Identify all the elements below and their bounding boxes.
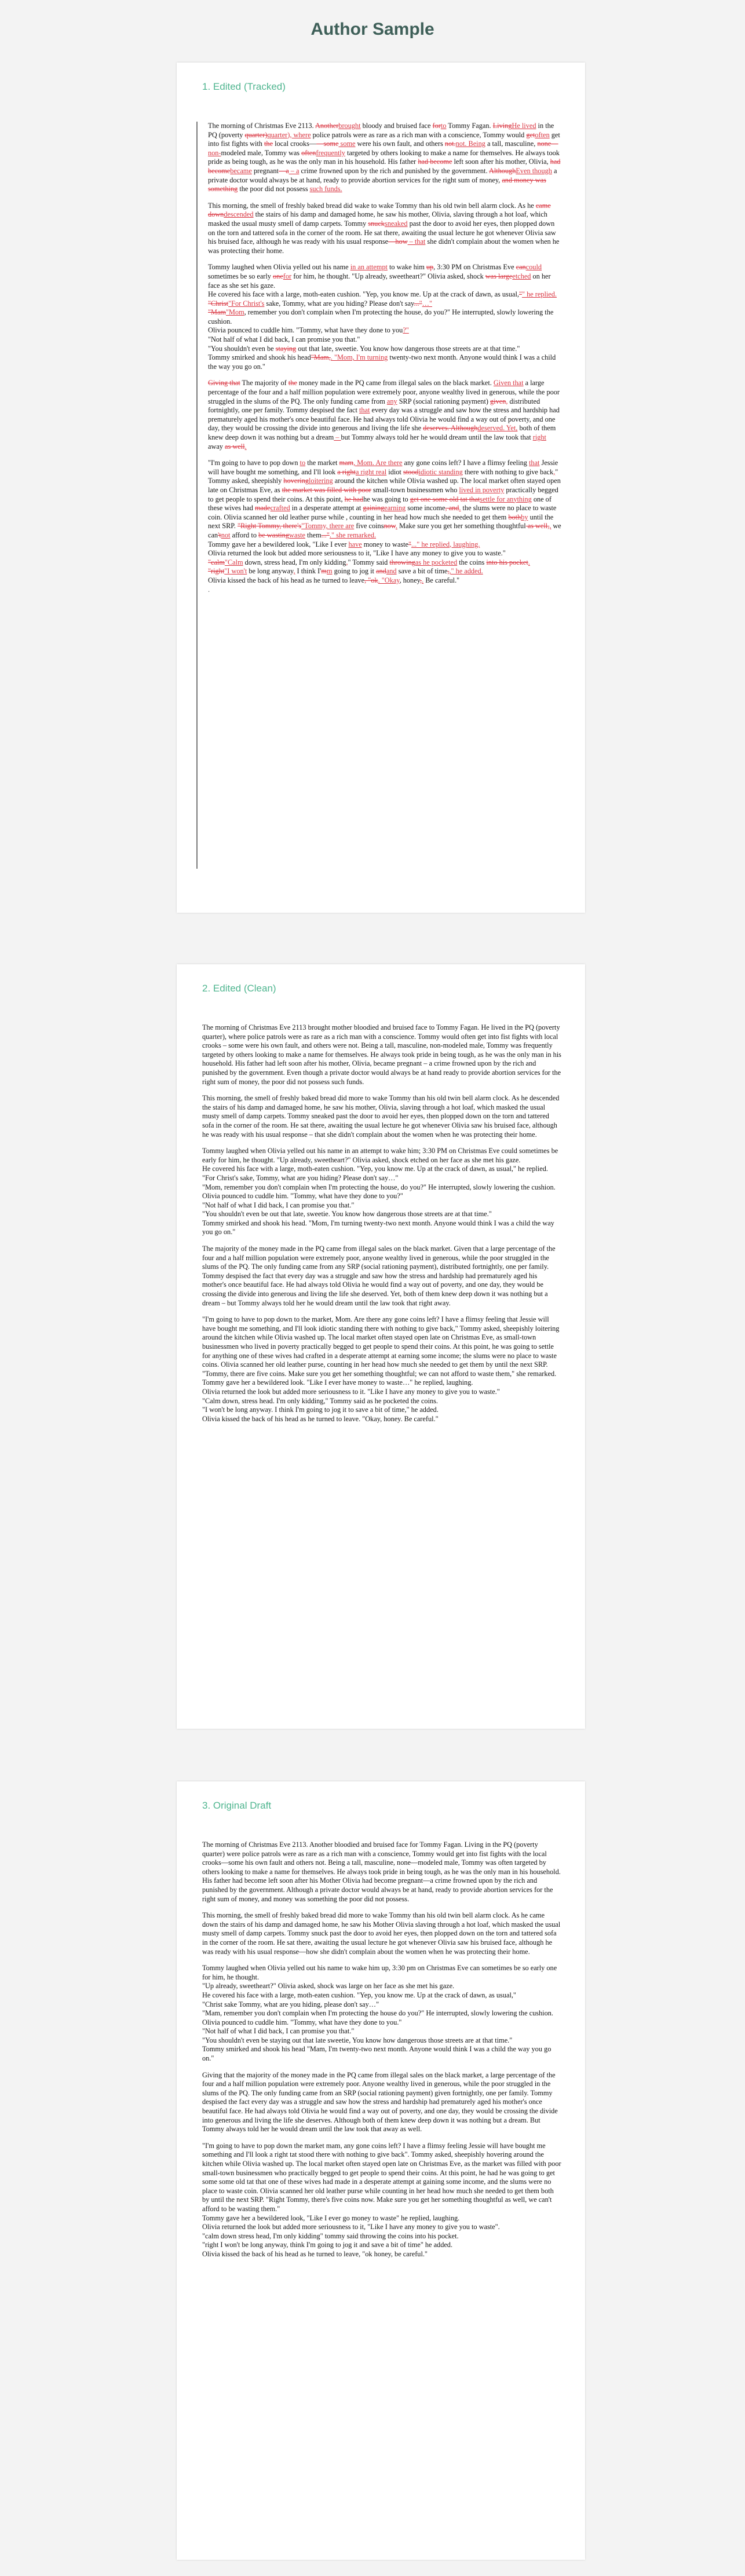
insertion: any	[386, 397, 397, 405]
insertion: that	[359, 406, 370, 415]
deletion: quarter)	[244, 130, 268, 139]
deletion: often	[301, 148, 316, 157]
insertion: to	[440, 122, 447, 130]
deletion: mam	[339, 459, 354, 467]
insertion: . "Mom, I'm	[330, 353, 366, 362]
insertion: descended	[224, 210, 254, 219]
deletion: "right	[208, 567, 225, 576]
insertion: such funds.	[309, 185, 342, 193]
deletion: —a	[278, 166, 289, 175]
insertion: for	[283, 272, 292, 280]
original-paragraph: "I'm going to have to pop down the market mam, any gone coins left? I have a flimsy feeling Jessie will have bought me something and I'll look a right tat stood there with nothing to give back". Tommy asked, sheepishly hovering around the kitchen while Olivia washed up. The local market often stayed open late on Christmas Eve, as the market was filled with poor small-town businessmen who practically begged to get people to spend their coins. At this point, he had he was going to get some some old tat that one of these wives had made in a desperate attempt at gaining some income, and the slums were no place to waste coin. Olivia scanned her old leather purse while counting in her head how much she needed to get them both by until the next SRP. "Right Tommy, there's five coins now. Make sure you get her something thoughtful as well, we can't afford to be wasting them." Tommy gave her a bewildered look, "Like I ever go money to waste" he replied, laughing. Olivia returned the look but added more seriousness to it, "Like I have any money to give you to waste". "calm down stress head, I'm only kidding" tommy said throwing the coins into his pocket. "right I won't be long anyway, think I'm going to jog it and save a bit of time" he added. Olivia kissed the back of his head as he turned to leave, "ok honey, be careful."	[202, 2141, 561, 2258]
tracked-paragraph-5: "I'm going to have to pop down to the market mam, Mom. Are there any gone coins left? I have a flimsy feeling that Jessie will have bought me something, and I'll look a righta right real idiot stoodidiotic standing there with nothing to give back," Tommy asked, sheepishly hoveringloitering around the kitchen while Olivia washed up. The local market often stayed open late on Christmas Eve, as the market was filled with poor small-town businessmen who lived in poverty practically begged to get people to spend their coins. At this point, he hadhe was going to get one some old tat thatsettle for anything one of these wives had madecrafted in a desperate attempt at gainingearning some income, and. the slums were no place to waste coin. Olivia scanned her old leather purse while , counting in her head how much she needed to get them bothby until the next SRP. "Right Tommy, there's"Tommy, there are five coinsnow. Make sure you get her something thoughtful as well,, we can'tnot afford to be wastingwaste them..."." she remarked. Tommy gave her a bewildered look, "Like I ever have money to waste"..." he replied, laughing. Olivia returned the look but added more seriousness to it, "Like I have any money to give you to waste." "calm"Calm down, stress head, I'm only kidding," Tommy said throwingas he pocketed the coins into his pocket. "right"I won't be long anyway, I think I'mm going to jog it andand save a bit of time,," he added. Olivia kissed the back of his head as he turned to leave, "ok. "Okay, honey,. Be careful." .	[208, 459, 561, 594]
deletion: Although	[488, 166, 516, 175]
deletion: "calm	[208, 558, 225, 566]
deletion: , and	[445, 504, 459, 513]
insertion: Given that	[493, 379, 524, 387]
clean-body	[202, 1023, 562, 1424]
insertion: .	[528, 558, 530, 566]
insertion: "Calm	[224, 558, 243, 566]
insertion: turning	[365, 353, 388, 362]
deletion: 't	[218, 530, 221, 539]
insertion: m	[326, 567, 333, 576]
section-heading-tracked: 1. Edited (Tracked)	[202, 81, 286, 92]
insertion: by	[521, 513, 528, 521]
original-paragraph: This morning, the smell of freshly baked bread did more to wake Tommy than his old twin bell alarm clock. As he came down the stairs of his damp and damaged home, he saw his Mother Olivia slaving through a hot loaf, which masked the usual musty smell of damp carpets. Tommy snuck past the door to avoid her eyes, then plopped down on the torn and tattered sofa in the corner of the room. He sat there, awaiting the usual lecture he got whenever Olivia saw his bruised face, although he was ready with his usual response—how she didn't complain about the women when he was protecting their home.	[202, 1911, 561, 1956]
deletion: had become	[418, 158, 452, 166]
insertion: ," he added.	[449, 567, 483, 576]
insertion: and	[386, 567, 397, 576]
insertion: "For Christ's	[228, 299, 265, 308]
tracked-paragraph-3: Tommy laughed when Olivia yelled out his name in an attempt to wake him up, 3:30 PM on Christmas Eve cancould sometimes be so early onefor for him, he thought. "Up already, sweetheart?" Olivia asked, shock was largeetched on her face as she set his gaze. He covered his face with a large, moth-eaten cushion. "Yep, you know me. Up at the crack of dawn, as usual,"" he replied. "Christ"For Christ's sake, Tommy, what are you hiding? Please don't say..."…" "Mam"Mom, remember you don't complain when I'm protecting the house, do you?" He interrupted, slowly lowering the cushion. Olivia pounced to cuddle him. "Tommy, what have they done to you?" "Not half of what I did back, I can promise you that." "You shouldn't even be staying out that late, sweetie. You know how dangerous those streets are at that time." Tommy smirked and shook his head"Mam,. "Mom, I'm turning twenty-two next month. Anyone would think I was a child the way you go on."	[208, 263, 557, 371]
tracked-paragraph-2: This morning, the smell of freshly baked bread did wake to wake Tommy than his old twin bell alarm clock. As he came downdescended the stairs of his damp and damaged home, he saw his mother, Olivia, slaving through a hot loaf, which masked the usual musty smell of damp carpets. Tommy snucksneaked past the door to avoid her eyes, then plopped down on the torn and tattered sofa in the corner of the room. He sat there, awaiting the usual lecture he got whenever Olivia saw his bruised face, although he was ready with his usual response—how – that she didn't complain about the women when he was protecting their home.	[208, 201, 560, 255]
insertion: right	[532, 433, 546, 441]
deletion: both	[508, 513, 521, 521]
insertion: .	[395, 522, 397, 530]
clean-paragraph: Tommy laughed when Olivia yelled out his name in an attempt to wake him; 3:30 PM on Christmas Eve could sometimes be early for him, he thought. "Up already, sweetheart?" Olivia asked, shock etched on her face as she met his gaze. He covered his face with a large, moth-eaten cushion. "Yep, you know me. Up at the crack of dawn, as usual," he replied. "For Christ's sake, Tommy, what are you hiding? Please don't say…" "Mom, remember you don't complain when I'm protecting the house, do you?" He interrupted, slowly lowering the cushion. Olivia pounced to cuddle him. "Tommy, what have they done to you?" "Not half of what I did back, I can promise you that." "You shouldn't even be out that late, sweetie. You know how dangerous those streets are at that time." Tommy smirked and shook his head. "Mom, I'm turning twenty-two next month. Anyone would think I was a child the way you go on."	[202, 1147, 558, 1236]
deletion: staying	[275, 344, 297, 353]
deletion: —how	[388, 237, 408, 246]
deletion: had become	[208, 158, 561, 175]
original-paragraph: The morning of Christmas Eve 2113. Another bloodied and bruised face for Tommy Fagan. Living in the PQ (poverty quarter) were police patrols were as rare as a rich man with a conscience, Tommy would get into fist fights with the local crooks—some his own fault and others not. Being a tall, masculine, none—modeled male, Tommy was often targeted by others looking to make a name for themselves. He always took pride in being tough, as he was the only man in his household. His father had become left soon after his Mother Olivia had become pregnant—a crime frowned upon by the rich and punished by the government. Although a private doctor would always be at hand, ready to provide abortion services for the right sum of money, and money was something the poor did not possess.	[202, 1840, 561, 1903]
insertion: –	[334, 433, 341, 441]
tracked-body	[202, 122, 562, 594]
deletion: the	[288, 379, 297, 387]
clean-paragraph: The majority of the money made in the PQ came from illegal sales on the black market. Given that a large percentage of the four and a half million population were extremely poor, anyone wealthy lived in generous, while the poor struggled in the slums of the PQ. The only funding came from any SRP (social rationing payment), distributed fortnightly, one per family. Tommy despised the fact that every day was a struggle and saw how the stress and hardship had prematurely aged his mother's once beautiful face. He had always told Olivia he would find a way out of poverty, and one day, they would be crossing the divide into generous and living the life she deserved. Yet, both of them knew deep down it was nothing but a dream – but Tommy always told her he would dream until the law took that right away.	[202, 1245, 556, 1307]
insertion: ..." he replied, laughing.	[411, 540, 480, 548]
deletion: get	[526, 130, 535, 139]
deletion: "	[408, 540, 412, 548]
deletion: the market was filled with poor	[282, 485, 371, 494]
deletion: Living	[492, 122, 512, 130]
insertion: waste	[288, 530, 305, 539]
deletion: ,	[420, 576, 422, 584]
insertion: .	[244, 442, 247, 451]
insertion: He lived	[512, 122, 536, 130]
deletion: —some	[316, 140, 339, 148]
insertion: to	[300, 459, 306, 467]
deletion: made	[254, 504, 271, 513]
deletion: and money was something	[208, 175, 546, 193]
insertion: sneaked	[384, 219, 408, 228]
insertion: " he replied.	[521, 290, 557, 299]
deletion: ..."	[414, 299, 422, 308]
insertion: etched	[512, 272, 531, 280]
insertion: earning	[384, 504, 406, 513]
deletion: as well	[225, 442, 245, 451]
original-paragraph: Tommy laughed when Olivia yelled out his name to wake him up, 3:30 pm on Christmas Eve can sometimes be so early one for him, he thought. "Up already, sweetheart?" Olivia asked, shock was large on her face as she met his gaze. He covered his face with a large, moth-eaten cushion. "Yep, you know me. Up at the crack of dawn, as usual," "Christ sake Tommy, what are you hiding, please don't say…" "Mam, remember you don't complain when I'm protecting the house do you?" He interrupted, slowly lowering the cushion. Olivia pounced to cuddle him. "Tommy, what have they done to you." "Not half of what I did back, I can promise you that." "You shouldn't even be staying out that late sweetie, You know how dangerous those streets are at that time." Tommy smirked and shook his head "Mam, I'm twenty-two next month. Anyone would think I was a child the way you go on."	[202, 1964, 557, 2063]
insertion: .	[459, 504, 461, 513]
deletion: now	[384, 522, 396, 530]
insertion: lived in poverty	[459, 485, 505, 494]
page-title: Author Sample	[311, 20, 434, 39]
deletion: came down	[208, 201, 551, 219]
deletion: snuck	[368, 219, 385, 228]
deletion: for	[432, 122, 441, 130]
deletion: get one some old tat that	[410, 495, 480, 503]
deletion: "Mam,	[311, 353, 331, 362]
deletion: was large	[485, 272, 513, 280]
insertion: …"	[422, 299, 432, 308]
insertion: not	[221, 530, 231, 539]
deletion: , "ok	[364, 576, 378, 584]
section-heading-original: 3. Original Draft	[202, 1800, 272, 1811]
deletion: the	[264, 140, 273, 148]
insertion: became	[230, 166, 252, 175]
insertion: have	[348, 540, 362, 548]
deletion: none—	[537, 140, 558, 148]
deletion: can	[516, 263, 526, 272]
insertion: non-	[208, 148, 221, 157]
insertion: ,	[346, 558, 348, 566]
insertion: – a	[288, 166, 300, 175]
insertion: ?"	[403, 326, 409, 335]
deletion: up	[426, 263, 434, 272]
deletion: stood	[403, 467, 419, 476]
insertion: frequently	[316, 148, 345, 157]
insertion: "Mom	[225, 308, 244, 317]
deletion: "Mam	[208, 308, 226, 317]
deletion: be wasting	[258, 530, 289, 539]
clean-paragraph: This morning, the smell of freshly baked bread did more to wake Tommy than his old twin bell alarm clock. As he descended the stairs of his damp and damaged home, he saw his mother, Olivia, slaving through a hot loaf, which masked the usual musty smell of damp carpets. Tommy sneaked past the door to avoid her eyes, then plopped down on the torn and tattered sofa in the corner of the room. He sat there, awaiting the usual lecture he got whenever Olivia saw his bruised face, although he was ready with his usual response – that she didn't complain about the women when he was protecting their home.	[202, 1094, 560, 1139]
deletion: and	[376, 567, 386, 576]
tracked-paragraph-1: The morning of Christmas Eve 2113. Anotherbrought bloody and bruised face forto Tommy Fagan. LivingHe lived in the PQ (poverty quarter)quarter), where police patrols were as rare as a rich man with a conscience, Tommy would getoften get into fist fights with the local crooks——some some were his own fault, and others not.not. Being a tall, masculine, none—non-modeled male, Tommy was oftenfrequently targeted by others looking to make a name for themselves. He always took pride as being tough, as he was the only man in his household. His father had become left soon after his mother, Olivia, had becomebecame pregnant—a – a crime frowned upon by the rich and punished by the government. AlthoughEven though a private doctor would always be at hand, ready to provide abortion services for the right sum of money, and money was something the poor did not possess such funds.	[208, 122, 561, 193]
insertion: ,	[553, 467, 556, 476]
deletion: as well,	[525, 522, 550, 530]
insertion: in an attempt	[350, 263, 388, 272]
insertion: . "Okay	[378, 576, 400, 584]
trailing-mark: .	[208, 585, 210, 594]
deletion: m	[321, 567, 327, 576]
insertion: ,	[293, 567, 295, 576]
insertion: as he pocketed	[415, 558, 458, 566]
original-body	[202, 1840, 562, 2259]
original-paragraph: Giving that the majority of the money made in the PQ came from illegal sales on the black market, a large percentage of the four and a half million population were extremely poor. Anyone wealthy lived in generous, while the poor struggled in the slums of the PQ. The only funding came from an SRP (social rationing payment) given fortnightly, one per family. Tommy despised the fact every day was a struggle and saw how the stress and hardship had prematurely aged his mother's once beautiful face. He had always told Olivia he would find a way out of poverty, and one day, they would be crossing the divide into generous and living the life she deserves. Although both of them knew deep down it was nothing but a dream. But Tommy always told her he would dream until the law took that away as well.	[202, 2070, 558, 2134]
deletion: Another	[315, 122, 339, 130]
deletion: deserves. Although	[423, 424, 478, 433]
tracked-section	[177, 63, 585, 913]
insertion: idiotic standing	[418, 467, 463, 476]
deletion: hovering	[283, 477, 309, 485]
clean-paragraph: The morning of Christmas Eve 2113 brought mother bloodied and bruised face to Tommy Fagan. He lived in the PQ (poverty quarter), where police patrols were as rare as a rich man with a conscience. Tommy would often get into fist fights with local crooks – some were his own fault, and others were not. Being a tall, masculine, non-modeled male, Tommy was frequently targeted by others looking to make a name for themselves. He always took pride in being tough, as he was the only man in his household. His father had left soon after his mother, Olivia, became pregnant – a crime frowned upon by the rich and punished by the government. Even though a private doctor would always be at hand ready to provide abortion services for the right sum of money, the poor did not possess such funds.	[202, 1023, 561, 1086]
insertion: some	[338, 140, 356, 148]
insertion: "I won't	[224, 567, 247, 576]
insertion: crafted	[270, 504, 290, 513]
insertion: .	[422, 576, 424, 584]
deletion: a right	[337, 467, 356, 476]
insertion: settle for anything	[480, 495, 532, 503]
deletion: "	[518, 290, 522, 299]
clean-section	[177, 964, 585, 1729]
original-section	[177, 1781, 585, 2560]
deletion: not.	[444, 140, 456, 148]
deletion: gaining	[363, 504, 385, 513]
deletion: throwing	[389, 558, 415, 566]
insertion: ,	[549, 522, 552, 530]
insertion: quarter), where	[267, 130, 311, 139]
section-heading-clean: 2. Edited (Clean)	[202, 983, 276, 994]
insertion: deserved. Yet,	[477, 424, 518, 433]
insertion: could	[525, 263, 542, 272]
insertion: loitering	[309, 477, 333, 485]
insertion: ,	[506, 397, 508, 405]
deletion: "Right Tommy, there's	[237, 522, 302, 530]
insertion: , Mom. Are there	[353, 459, 403, 467]
deletion: "Christ	[208, 299, 229, 308]
change-bar	[196, 122, 198, 869]
insertion: often	[535, 130, 550, 139]
deletion: he had	[344, 495, 364, 503]
insertion: Even though	[516, 166, 552, 175]
deletion: ..."	[321, 530, 330, 539]
clean-paragraph: "I'm going to have to pop down to the market, Mom. Are there any gone coins left? I have a flimsy feeling that Jessie will have bought me something, and I'll look idiotic standing there with nothing to give back," Tommy asked, sheepishly loitering around the kitchen while Olivia washed up. The local market often stayed open late on Christmas Eve, as small-town businessmen who lived in poverty practically begged to get people to spend their coins. At this point, he was going to settle for anything one of these wives had crafted in a desperate attempt at earning some income; the slums were no place to waste coins. Olivia scanned her old leather purse, counting in her head how much she needed to get them by until the next SRP. "Tommy, there are five coins. Make sure you get her something thoughtful; we can not afford to waste them," she remarked. Tommy gave her a bewildered look. "Like I ever have money to waste…" he replied, laughing. Olivia returned the look but added more seriousness to it. "Like I have any money to give you to waste." "Calm down, stress head. I'm only kidding," Tommy said as he pocketed the coins. "I won't be long anyway. I think I'm going to jog it to save a bit of time," he added. Olivia kissed the back of his head as he turned to leave. "Okay, honey. Be careful."	[202, 1315, 560, 1423]
insertion: not. Being	[455, 140, 485, 148]
tracked-paragraph-4: Giving that The majority of the money made in the PQ came from illegal sales on the black market. Given that a large percentage of the four and a half million population were extremely poor, anyone wealthy lived in generous, while the poor struggled in the slums of the PQ. The only funding came from any SRP (social rationing payment) given, distributed fortnightly, one per family. Tommy despised the fact that every day was a struggle and saw how the stress and hardship had prematurely aged his mother's once beautiful face. He had always told Olivia he would find a way out of poverty, and one day, they would be crossing the divide into generous and living the life she deserves. Althoughdeserved. Yet, both of them knew deep down it was nothing but a dream – but Tommy always told her he would dream until the law took that right away as well.	[208, 379, 560, 451]
insertion: ." she remarked.	[329, 530, 377, 539]
deletion: Giving that	[208, 379, 240, 387]
deletion: into his pocket	[486, 558, 528, 566]
insertion: that	[529, 459, 540, 467]
insertion: "Tommy, there are	[301, 522, 355, 530]
deletion: ,	[447, 567, 450, 576]
deletion: one	[273, 272, 283, 280]
insertion: a right real	[355, 467, 387, 476]
insertion: – that	[407, 237, 426, 246]
deletion: given	[490, 397, 506, 405]
insertion: brought	[338, 122, 361, 130]
